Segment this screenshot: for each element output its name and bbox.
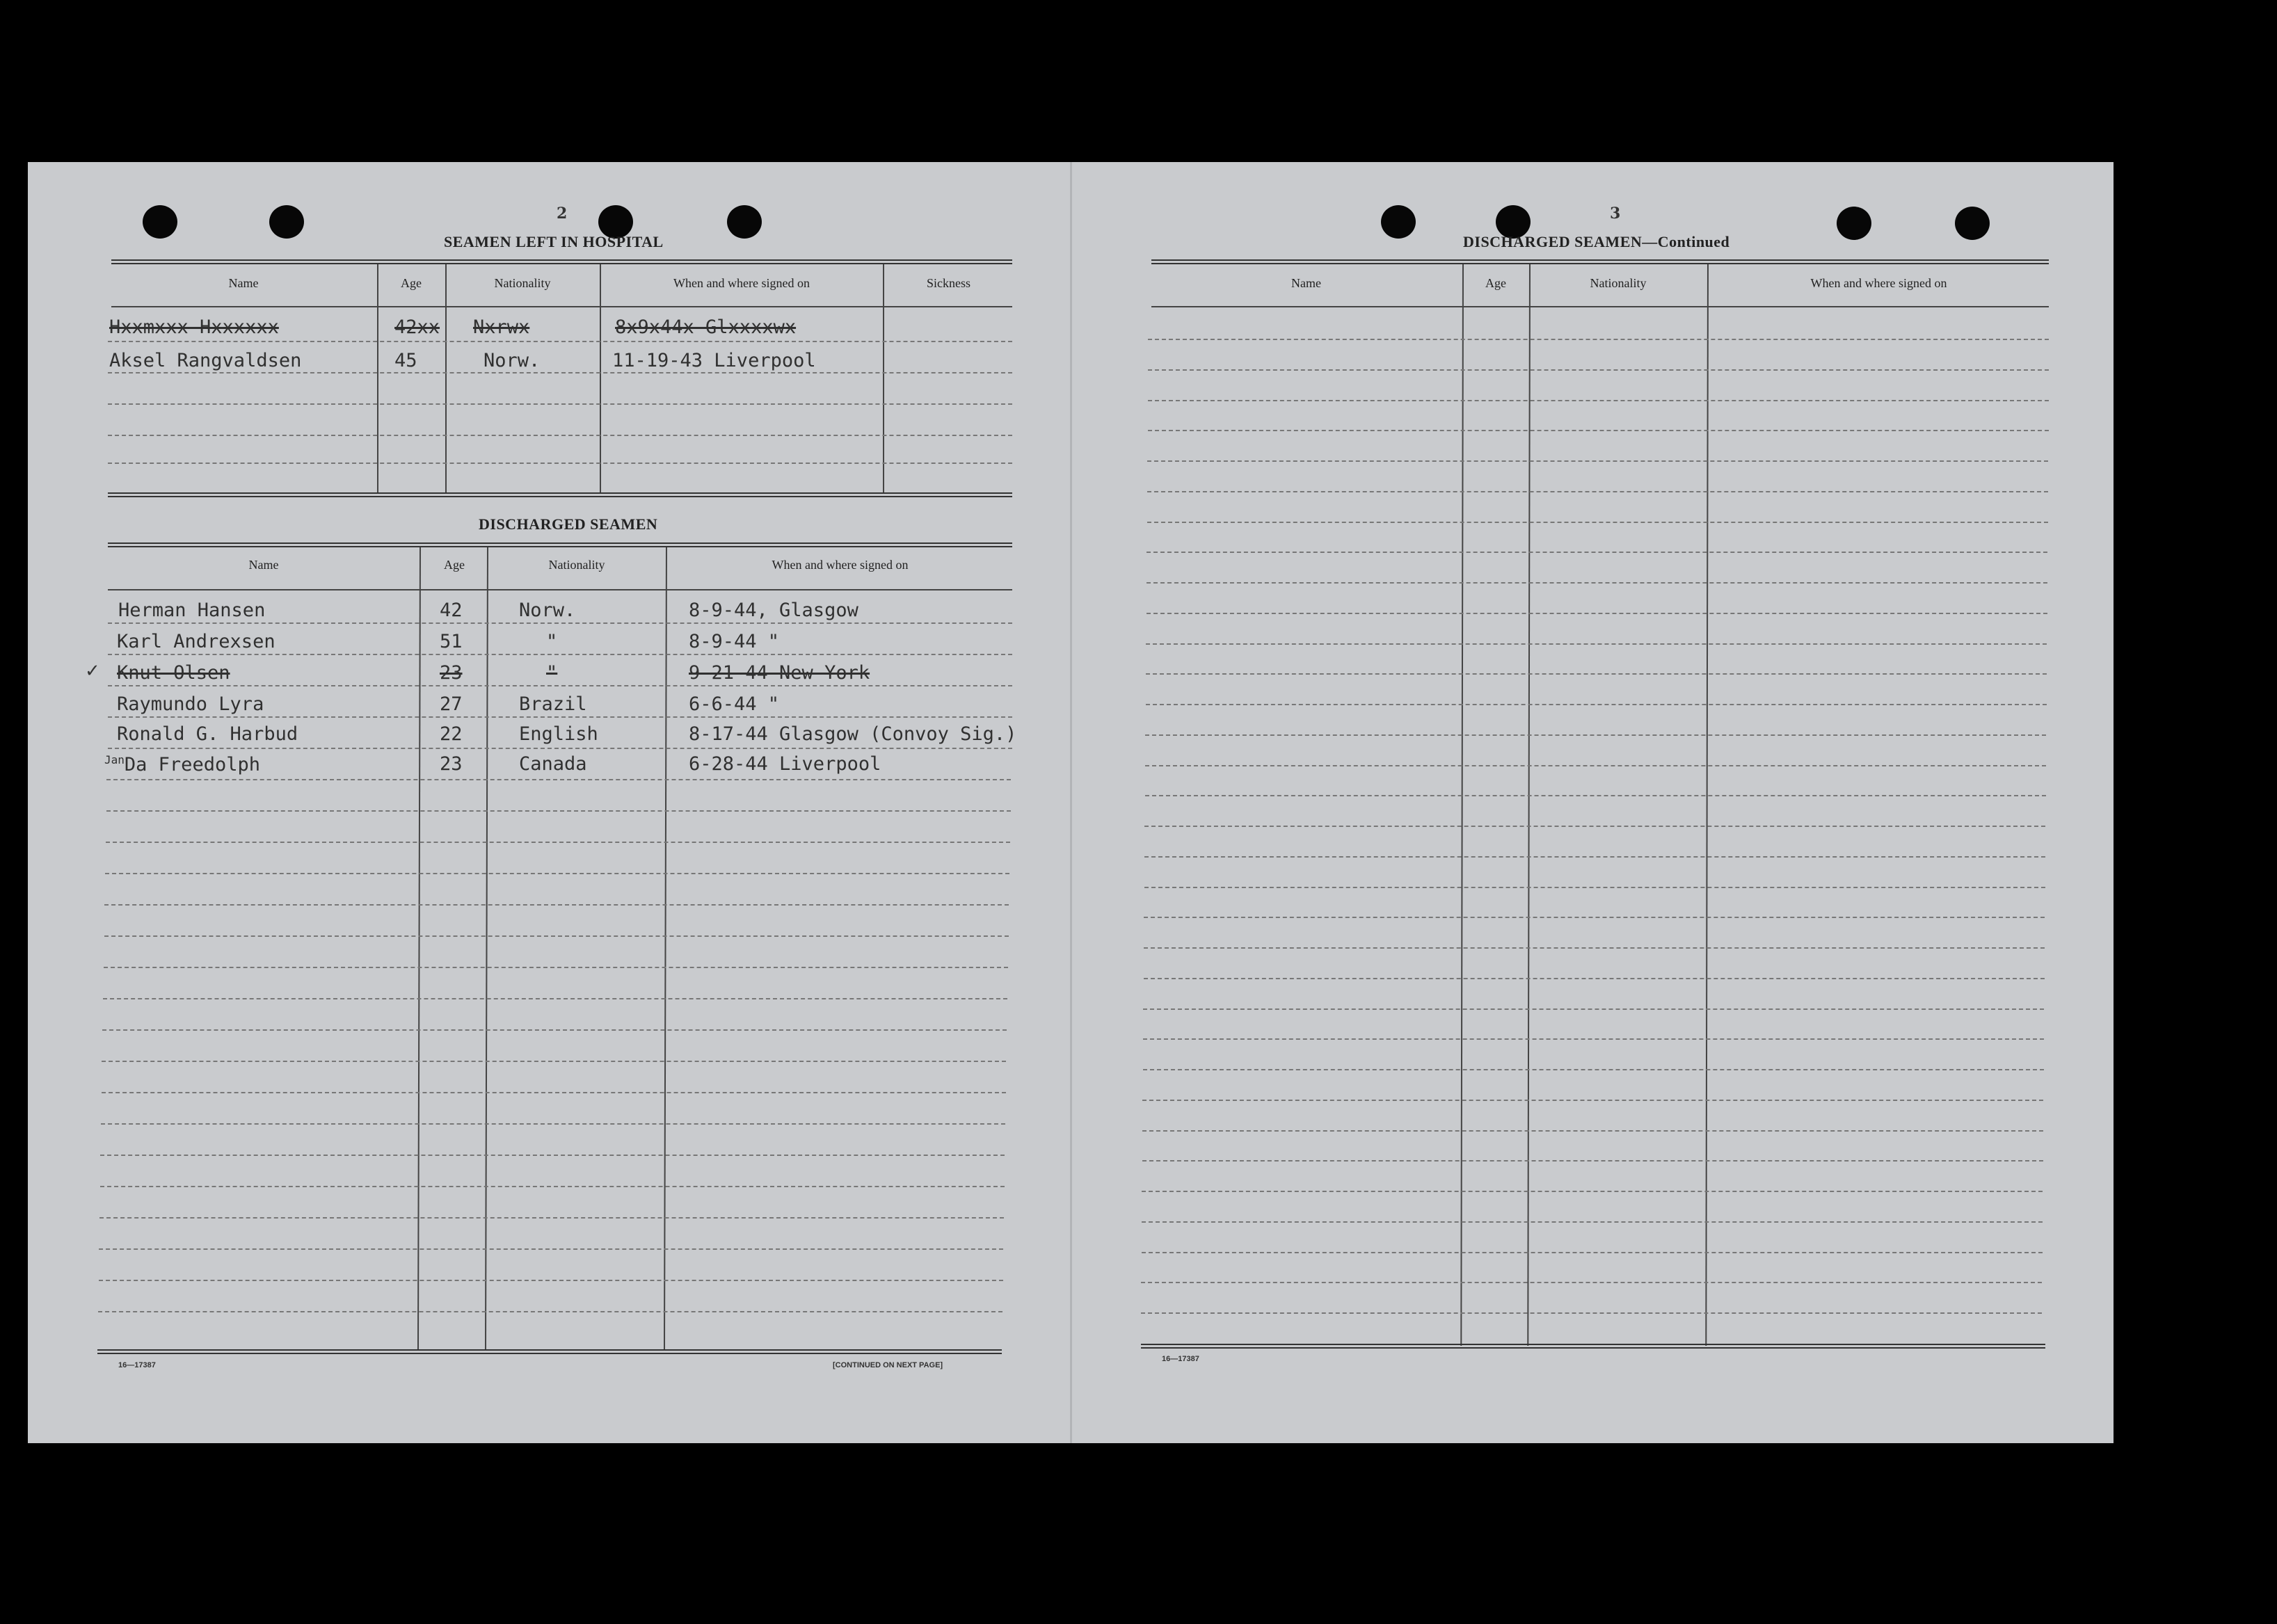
- discharged-signed: 8-17-44 Glasgow (Convoy Sig.): [689, 723, 1017, 745]
- punch-hole: [1381, 205, 1416, 239]
- hospital-signed: 11-19-43 Liverpool: [612, 350, 816, 371]
- discharged-age: 27: [440, 693, 463, 715]
- discharged-age: 23: [440, 753, 463, 775]
- page-number-right: 3: [1610, 204, 1621, 223]
- discharged-signed: 8-9-44 ": [689, 631, 780, 652]
- discharged-header-signed: When and where signed on: [772, 558, 909, 572]
- hospital-header-signed: When and where signed on: [673, 276, 810, 290]
- hospital-section-title: SEAMEN LEFT IN HOSPITAL: [444, 233, 664, 250]
- discharged-name: Knut Olsen: [117, 662, 230, 684]
- hospital-bottom-rule: [108, 492, 1012, 497]
- discharged-name: Raymundo Lyra: [117, 693, 264, 715]
- discharged-header-rule: [108, 589, 1012, 590]
- right-header-nationality: Nationality: [1590, 276, 1647, 290]
- hospital-nationality: Norw.: [484, 350, 541, 371]
- discharged-header-age: Age: [444, 558, 465, 572]
- hospital-col-divider: [600, 264, 601, 494]
- discharged-top-rule: [108, 542, 1012, 547]
- right-header-rule: [1151, 306, 2049, 307]
- hospital-nationality: Nxrwx: [473, 316, 530, 338]
- discharged-name: Herman Hansen: [118, 600, 266, 621]
- discharged-nationality: Canada: [519, 753, 587, 775]
- right-header-signed: When and where signed on: [1810, 276, 1947, 290]
- right-header-age: Age: [1485, 276, 1506, 290]
- discharged-signed: 8-9-44, Glasgow: [689, 600, 858, 621]
- discharged-nationality: English: [519, 723, 598, 745]
- hospital-header-rule: [111, 306, 1012, 307]
- discharged-name: [104, 753, 260, 775]
- discharged-section-title: DISCHARGED SEAMEN: [479, 515, 658, 533]
- discharged-signed: 6-6-44 ": [689, 693, 780, 715]
- punch-hole: [143, 205, 177, 239]
- page-number-left: 2: [557, 204, 568, 223]
- hospital-header-name: Name: [228, 276, 259, 290]
- discharged-header-name: Name: [248, 558, 279, 572]
- discharged-name: Karl Andrexsen: [117, 631, 275, 652]
- discharged-age: 23: [440, 662, 463, 684]
- hospital-age: 42xx: [394, 316, 440, 338]
- discharged-name: Ronald G. Harbud: [117, 723, 298, 745]
- form-number-left: 16—17387: [118, 1361, 156, 1369]
- hospital-row-rule: [108, 435, 1012, 436]
- punch-hole: [727, 205, 762, 239]
- hospital-col-divider: [883, 264, 884, 494]
- hospital-name: Aksel Rangvaldsen: [109, 350, 302, 371]
- punch-hole: [269, 205, 304, 239]
- discharged-name-text: Da Freedolph: [124, 754, 260, 775]
- hospital-row-rule: [108, 463, 1012, 464]
- punch-hole: [1837, 207, 1871, 240]
- discharged-nationality: ": [546, 631, 558, 652]
- right-bottom-rule: [1141, 1344, 2045, 1349]
- punch-hole: [1955, 207, 1990, 240]
- discharged-nationality: ": [546, 662, 558, 684]
- discharged-header-nationality: Nationality: [548, 558, 605, 572]
- hospital-header-age: Age: [401, 276, 422, 290]
- hospital-row-rule: [108, 403, 1012, 405]
- page-fold: [1070, 162, 1072, 1443]
- check-mark: ✓: [85, 661, 100, 682]
- hospital-row-rule: [108, 341, 1012, 342]
- discharged-age: 42: [440, 600, 463, 621]
- hospital-name: Hxxmxxx Hxxxxxx: [109, 316, 279, 338]
- hospital-header-sickness: Sickness: [927, 276, 970, 290]
- hospital-col-divider: [445, 264, 447, 494]
- right-top-rule: [1151, 259, 2049, 264]
- discharged-continued-title: DISCHARGED SEAMEN—Continued: [1463, 233, 1730, 250]
- discharged-age: 51: [440, 631, 463, 652]
- hospital-col-divider: [377, 264, 378, 494]
- name-overstrike: Jan: [104, 753, 125, 766]
- continued-note: [CONTINUED ON NEXT PAGE]: [833, 1361, 943, 1369]
- discharged-signed: 6-28-44 Liverpool: [689, 753, 881, 775]
- hospital-header-nationality: Nationality: [494, 276, 551, 290]
- form-number-right: 16—17387: [1162, 1355, 1199, 1363]
- right-header-name: Name: [1291, 276, 1321, 290]
- hospital-signed: 8x9x44x Glxxxxwx: [615, 316, 797, 338]
- hospital-row-rule: [108, 372, 1012, 373]
- discharged-nationality: Norw.: [519, 600, 576, 621]
- discharged-signed: 9-21-44 New York: [689, 662, 870, 684]
- hospital-top-rule: [111, 259, 1012, 264]
- discharged-age: 22: [440, 723, 463, 745]
- discharged-bottom-rule: [97, 1349, 1002, 1354]
- discharged-nationality: Brazil: [519, 693, 587, 715]
- hospital-age: 45: [394, 350, 417, 371]
